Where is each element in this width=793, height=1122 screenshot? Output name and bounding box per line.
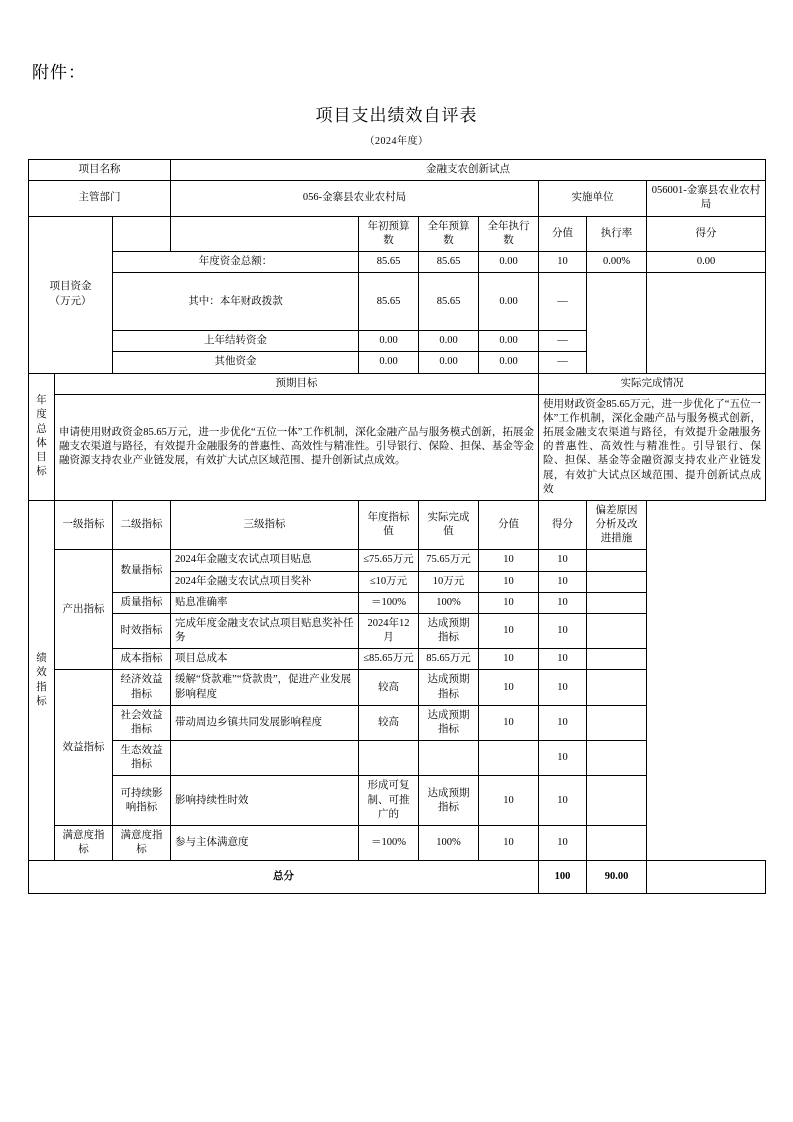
indicator-score: 10 — [539, 571, 587, 592]
indicator-score: 10 — [539, 670, 587, 705]
fund-score-empty — [647, 273, 766, 373]
fund-row-score-value: — — [539, 273, 587, 331]
table-row-indicator — [29, 741, 766, 776]
indicator-target: 形成可复制、可推广的 — [359, 776, 419, 826]
indicator-actual: 10万元 — [419, 571, 479, 592]
fund-row-begin: 85.65 — [359, 251, 419, 272]
indicator-level3: 带动周边乡镇共同发展影响程度 — [171, 705, 359, 740]
indicator-deviation — [587, 670, 647, 705]
col-year-exec: 全年执行数 — [479, 216, 539, 251]
indicator-level3: 影响持续性时效 — [171, 776, 359, 826]
indicator-level3 — [171, 741, 359, 776]
indicator-score-value: 10 — [479, 705, 539, 740]
performance-side-label: 绩 效 指 标 — [29, 500, 55, 860]
indicator-target: 2024年12月 — [359, 613, 419, 648]
indicator-actual: 100% — [419, 825, 479, 860]
col-score-value: 分值 — [539, 216, 587, 251]
fund-row-score-value: 10 — [539, 251, 587, 272]
indicator-actual: 达成预期指标 — [419, 705, 479, 740]
unit-label: 实施单位 — [539, 181, 647, 216]
indicator-level3: 贴息准确率 — [171, 592, 359, 613]
indicator-level3: 完成年度金融支农试点项目贴息奖补任务 — [171, 613, 359, 648]
table-row-total — [29, 861, 766, 894]
indicator-deviation — [587, 571, 647, 592]
fund-row-exec-rate: 0.00% — [587, 251, 647, 272]
fund-row-begin: 85.65 — [359, 273, 419, 331]
indicator-level3: 2024年金融支农试点项目奖补 — [171, 571, 359, 592]
indicator-score: 10 — [539, 741, 587, 776]
indicator-level3: 2024年金融支农试点项目贴息 — [171, 550, 359, 571]
indicator-score: 10 — [539, 550, 587, 571]
indicator-deviation — [587, 649, 647, 670]
funds-header-blank — [113, 216, 171, 251]
table-row-indicator — [29, 649, 766, 670]
performance-self-evaluation-table — [28, 159, 766, 894]
fund-row-year: 0.00 — [419, 331, 479, 352]
table-row-goal-header — [29, 373, 766, 394]
fund-row-name: 其中：本年财政拨款 — [113, 273, 359, 331]
table-row-funds-header — [29, 216, 766, 251]
indicator-score-value: 10 — [479, 592, 539, 613]
indicator-level2: 数量指标 — [113, 550, 171, 592]
indicator-level2: 社会效益指标 — [113, 705, 171, 740]
fund-exec-rate-empty — [587, 273, 647, 373]
indicator-score: 10 — [539, 649, 587, 670]
funds-header-blank2 — [171, 216, 359, 251]
indicator-target: ＝100% — [359, 592, 419, 613]
indicator-deviation — [587, 741, 647, 776]
fund-row-exec: 0.00 — [479, 273, 539, 331]
indicator-deviation — [587, 550, 647, 571]
project-name-value: 金融支农创新试点 — [171, 160, 766, 181]
indicator-target: ≤85.65万元 — [359, 649, 419, 670]
indicator-target — [359, 741, 419, 776]
table-row-indicator — [29, 613, 766, 648]
table-row-fund-gov — [29, 273, 766, 331]
total-deviation — [647, 861, 766, 894]
indicator-actual — [419, 741, 479, 776]
table-row-department — [29, 181, 766, 216]
indicator-deviation — [587, 705, 647, 740]
actual-goal-header: 实际完成情况 — [539, 373, 766, 394]
perf-header-score-value: 分值 — [479, 500, 539, 550]
indicator-level2: 可持续影响指标 — [113, 776, 171, 826]
table-row-indicator — [29, 705, 766, 740]
indicator-actual: 85.65万元 — [419, 649, 479, 670]
perf-header-level2: 二级指标 — [113, 500, 171, 550]
fund-row-name: 年度资金总额： — [113, 251, 359, 272]
table-row-fund-total — [29, 251, 766, 272]
project-name-label: 项目名称 — [29, 160, 171, 181]
perf-header-target: 年度指标值 — [359, 500, 419, 550]
indicator-deviation — [587, 776, 647, 826]
indicator-score: 10 — [539, 592, 587, 613]
indicator-score: 10 — [539, 705, 587, 740]
funds-label — [29, 216, 113, 373]
indicator-actual: 达成预期指标 — [419, 776, 479, 826]
indicator-level2: 成本指标 — [113, 649, 171, 670]
expected-goal-text: 申请使用财政资金85.65万元，进一步优化“五位一体”工作机制，深化金融产品与服务模式创新，拓展金融支农渠道与路径，有效提升金融服务的普惠性、高效性与精准性。引导银行、保险、担保、基金等金融资源支持农业产业链发展，有效扩大试点区域范围、提升创新试点成效。 — [55, 394, 539, 500]
table-row-project-name — [29, 160, 766, 181]
fund-row-score-value: — — [539, 352, 587, 373]
perf-header-level1: 一级指标 — [55, 500, 113, 550]
indicator-score-value: 10 — [479, 776, 539, 826]
indicator-actual: 75.65万元 — [419, 550, 479, 571]
perf-header-actual: 实际完成值 — [419, 500, 479, 550]
indicator-deviation — [587, 592, 647, 613]
satisfaction-indicator-label: 满意度指标 — [55, 825, 113, 860]
department-value: 056-金寨县农业农村局 — [171, 181, 539, 216]
output-indicator-label: 产出指标 — [55, 550, 113, 670]
fund-row-name: 其他资金 — [113, 352, 359, 373]
expected-goal-header: 预期目标 — [55, 373, 539, 394]
fund-row-year: 0.00 — [419, 352, 479, 373]
table-row-indicator — [29, 776, 766, 826]
annual-goal-side-label: 年 度 总 体 目 标 — [29, 373, 55, 500]
indicator-target: ≤75.65万元 — [359, 550, 419, 571]
fund-row-exec: 0.00 — [479, 352, 539, 373]
col-begin-budget: 年初预算数 — [359, 216, 419, 251]
fund-row-year: 85.65 — [419, 251, 479, 272]
fund-row-score-value: — — [539, 331, 587, 352]
indicator-level2: 生态效益指标 — [113, 741, 171, 776]
indicator-score-value: 10 — [479, 571, 539, 592]
indicator-score: 10 — [539, 825, 587, 860]
indicator-target: 较高 — [359, 705, 419, 740]
fund-row-begin: 0.00 — [359, 331, 419, 352]
table-row-indicator — [29, 825, 766, 860]
indicator-deviation — [587, 825, 647, 860]
total-label: 总分 — [29, 861, 539, 894]
indicator-score: 10 — [539, 776, 587, 826]
indicator-level2: 质量指标 — [113, 592, 171, 613]
table-row-indicator — [29, 670, 766, 705]
benefit-indicator-label: 效益指标 — [55, 670, 113, 826]
indicator-score-value: 10 — [479, 550, 539, 571]
table-row-perf-header — [29, 500, 766, 550]
indicator-level2: 满意度指标 — [113, 825, 171, 860]
indicator-level2: 时效指标 — [113, 613, 171, 648]
indicator-score-value: 10 — [479, 613, 539, 648]
attachment-label: 附件： — [32, 63, 86, 82]
actual-goal-text: 使用财政资金85.65万元，进一步优化了“五位一体”工作机制，深化金融产品与服务模式创新，拓展金融支农渠道与路径，有效提升金融服务的普惠性、高效性与精准性。引导银行、保险、担保、基金等金融资源支持农业产业链发展，有效扩大试点区域范围、提升创新试点成效 — [539, 394, 766, 500]
table-row-indicator — [29, 592, 766, 613]
indicator-deviation — [587, 613, 647, 648]
funds-label-line2: （万元） — [49, 295, 92, 307]
perf-header-score: 得分 — [539, 500, 587, 550]
indicator-level3: 参与主体满意度 — [171, 825, 359, 860]
col-score: 得分 — [647, 216, 766, 251]
indicator-score-value: 10 — [479, 649, 539, 670]
perf-header-level3: 三级指标 — [171, 500, 359, 550]
col-exec-rate: 执行率 — [587, 216, 647, 251]
indicator-actual: 达成预期指标 — [419, 670, 479, 705]
page-subtitle: （2024年度） — [364, 136, 429, 147]
page-title: 项目支出绩效自评表 — [315, 106, 478, 125]
fund-row-year: 85.65 — [419, 273, 479, 331]
total-score-value: 100 — [539, 861, 587, 894]
fund-row-score: 0.00 — [647, 251, 766, 272]
total-score: 90.00 — [587, 861, 647, 894]
indicator-score-value: 10 — [479, 825, 539, 860]
indicator-score-value — [479, 741, 539, 776]
indicator-level3: 缓解“贷款难”“贷款贵”，促进产业发展影响程度 — [171, 670, 359, 705]
indicator-actual: 100% — [419, 592, 479, 613]
indicator-target: ≤10万元 — [359, 571, 419, 592]
indicator-level2: 经济效益指标 — [113, 670, 171, 705]
col-year-budget: 全年预算数 — [419, 216, 479, 251]
fund-row-name: 上年结转资金 — [113, 331, 359, 352]
perf-header-deviation: 偏差原因分析及改进措施 — [587, 500, 647, 550]
indicator-score: 10 — [539, 613, 587, 648]
fund-row-begin: 0.00 — [359, 352, 419, 373]
table-row-indicator — [29, 550, 766, 571]
indicator-target: ＝100% — [359, 825, 419, 860]
indicator-score-value: 10 — [479, 670, 539, 705]
funds-label-line1: 项目资金 — [49, 281, 92, 293]
indicator-target: 较高 — [359, 670, 419, 705]
fund-row-exec: 0.00 — [479, 331, 539, 352]
fund-row-exec: 0.00 — [479, 251, 539, 272]
indicator-actual: 达成预期指标 — [419, 613, 479, 648]
department-label: 主管部门 — [29, 181, 171, 216]
table-row-goal-body — [29, 394, 766, 500]
indicator-level3: 项目总成本 — [171, 649, 359, 670]
unit-value: 056001-金寨县农业农村局 — [647, 181, 766, 216]
